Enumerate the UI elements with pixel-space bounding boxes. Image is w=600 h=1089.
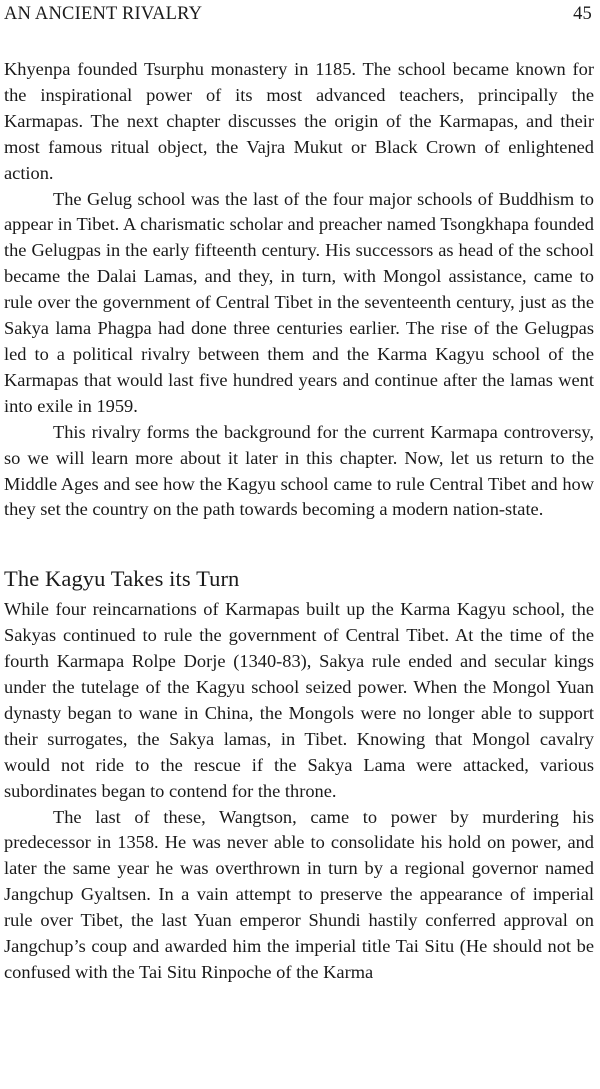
- paragraph-continued: Khyenpa founded Tsurphu monastery in 1185. The school became known for the inspirational power of its most advanced teachers, principally the Karmapas. The next chapter discusses the origin of the Karmapas, and their most famous ritual object, the Vajra Mukut or Black Crown of enlightened action.: [4, 59, 594, 183]
- paragraph-gelug-school: The Gelug school was the last of the four major schools of Buddhism to appear in Tibet. A charismatic scholar and preacher named Tsongkhapa founded the Gelugpas in the early fifteenth century. His successors as head of the school became the Dalai Lamas, and they, in turn, with Mongol assistance, came to rule over the government of Central Tibet in the seventeenth century, just as the Sakya lama Phagpa had done three centuries earlier. The rise of the Gelugpas led to a political rivalry between them and the Karma Kagyu school of the Karmapas that would last five hundred years and continue after the lamas went into exile in 1959.: [4, 188, 594, 416]
- running-title: AN ANCIENT RIVALRY: [4, 4, 203, 24]
- running-header: [4, 4, 592, 30]
- page-number: 45: [573, 4, 592, 24]
- paragraph-kagyu-rule: While four reincarnations of Karmapas built up the Karma Kagyu school, the Sakyas continued to rule the government of Central Tibet. At the time of the fourth Karmapa Rolpe Dorje (1340-83), Sakya rule ended and secular kings under the tutelage of the Kagyu school seized power. When the Mongol Yuan dynasty began to wane in China, the Mongols were no longer able to support their surrogates, the Sakya lamas, in Tibet. Knowing that Mongol cavalry would not ride to the rescue if the Sakya Lama were attacked, various subordinates began to contend for the throne.: [4, 599, 594, 801]
- section-spacer: [4, 523, 594, 565]
- section-heading: The Kagyu Takes its Turn: [4, 566, 240, 592]
- paragraph-wangtson: The last of these, Wangtson, came to power by murdering his predecessor in 1358. He was never able to consolidate his hold on power, and later the same year he was overthrown in turn by a regional governor named Jangchup Gyaltsen. In a vain attempt to preserve the appearance of imperial rule over Tibet, the last Yuan emperor Shundi hastily conferred approval on Jangchup’s coup and awarded him the imperial title Tai Situ (He should not be confused with the Tai Situ Rinpoche of the Karma: [4, 806, 594, 982]
- body-text: [4, 57, 594, 986]
- paragraph-rivalry: This rivalry forms the background for the current Karmapa controversy, so we will learn more about it later in this chapter. Now, let us return to the Middle Ages and see how the Kagyu school came to rule Central Tibet and how they set the country on the path towards becoming a modern nation-state.: [4, 421, 594, 520]
